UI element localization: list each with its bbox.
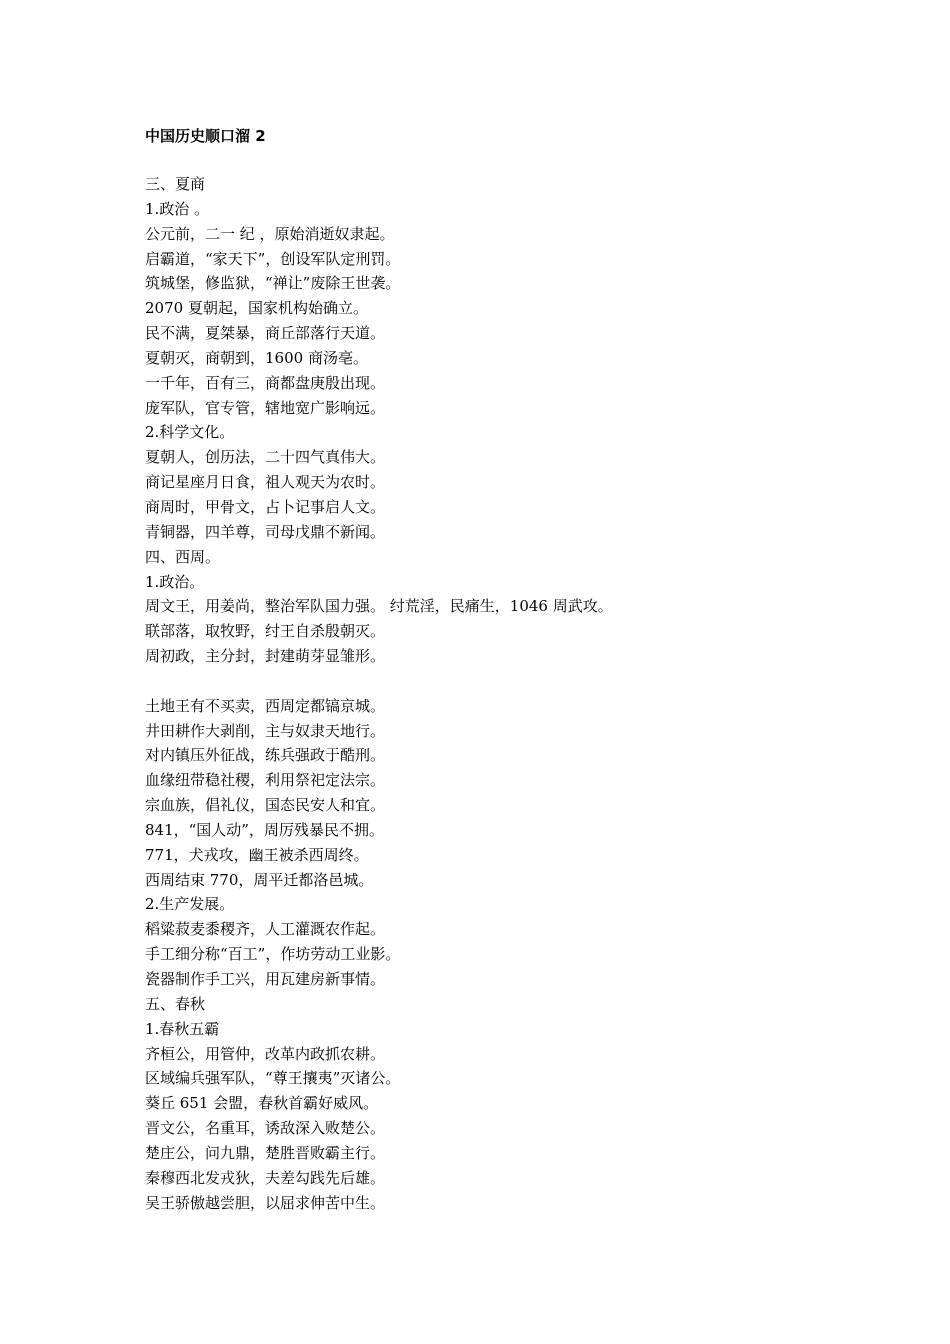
verse-line: 青铜器，四羊尊，司母戊鼎不新闻。 [145, 522, 386, 541]
blank-line [145, 669, 613, 694]
verse-line: 2.科学文化。 [145, 423, 235, 442]
verse-line: 秦穆西北发戎狄，夫差勾践先后雄。 [145, 1168, 386, 1187]
verse-line: 楚庄公，问九鼎，楚胜晋败霸主行。 [145, 1143, 386, 1162]
verse-line: 筑城堡，修监狱，“禅让”废除王世袭。 [145, 274, 401, 293]
verse-line: 一千年，百有三，商都盘庚殷出现。 [145, 373, 386, 392]
verse-line: 吴王骄傲越尝胆，以屈求伸苦中生。 [145, 1193, 386, 1212]
verse-line: 四、西周。 [145, 547, 221, 566]
document-title: 中国历史顺口溜 2 [145, 127, 266, 145]
verse-line: 瓷器制作手工兴，用瓦建房新事情。 [145, 970, 386, 988]
verse-line: 2.生产发展。 [145, 895, 235, 914]
verse-line: 2070 夏朝起，国家机构始确立。 [145, 299, 368, 318]
verse-line: 1.春秋五霸 [145, 1019, 220, 1038]
verse-line: 晋文公，名重耳，诱敌深入败楚公。 [145, 1119, 386, 1138]
verse-line: 齐桓公，用管仲，改革内政抓农耕。 [145, 1044, 386, 1063]
verse-line: 商周时，甲骨文，占卜记事启人文。 [145, 497, 386, 516]
verse-line: 公元前，二一 纪 ，原始消逝奴隶起。 [145, 224, 395, 243]
verse-lines [145, 172, 613, 1215]
verse-line: 841，“国人动”，周厉残暴民不拥。 [145, 820, 384, 839]
verse-line: 稻粱菽麦黍稷齐，人工灌溉农作起。 [145, 920, 386, 939]
verse-line: 宗血族，倡礼仪，国态民安人和宜。 [145, 796, 386, 815]
verse-line: 井田耕作大剥削，主与奴隶天地行。 [145, 721, 386, 740]
verse-line: 民不满，夏桀暴，商丘部落行天道。 [145, 324, 386, 343]
verse-line: 西周结束 770，周平迁都洛邑城。 [145, 870, 374, 889]
verse-line: 对内镇压外征战，练兵强政于酷刑。 [145, 746, 386, 765]
verse-line: 启霸道，“家天下”，创设军队定刑罚。 [145, 249, 401, 268]
verse-line: 商记星座月日食，祖人观天为农时。 [145, 473, 386, 492]
verse-line: 1.政治。 [145, 572, 205, 591]
verse-line: 夏朝人，创历法，二十四气真伟大。 [145, 448, 386, 467]
verse-line: 周初政，主分封，封建萌芽显雏形。 [145, 647, 386, 666]
verse-line: 五、春秋 [145, 994, 206, 1013]
verse-line: 771，犬戎攻，幽王被杀西周终。 [145, 845, 369, 864]
verse-line: 三、夏商 [145, 175, 206, 193]
verse-line: 葵丘 651 会盟，春秋首霸好威风。 [145, 1094, 379, 1113]
verse-line: 土地王有不买卖，西周定都镐京城。 [145, 696, 386, 715]
verse-line: 联部落，取牧野，纣王自杀殷朝灭。 [145, 622, 386, 641]
verse-line: 1.政治 。 [145, 199, 210, 218]
verse-line: 区域编兵强军队，“尊王攘夷”灭诸公。 [145, 1069, 401, 1088]
verse-line: 手工细分称“百工”，作坊劳动工业影。 [145, 945, 401, 964]
verse-line: 夏朝灭，商朝到，1600 商汤亳。 [145, 348, 368, 367]
verse-line: 血缘纽带稳社稷，利用祭祀定法宗。 [145, 771, 386, 790]
verse-line: 庞军队，官专管，辖地宽广影响远。 [145, 398, 386, 417]
verse-line: 周文王，用姜尚，整治军队国力强。 纣荒淫，民痛生，1046 周武攻。 [145, 597, 613, 616]
